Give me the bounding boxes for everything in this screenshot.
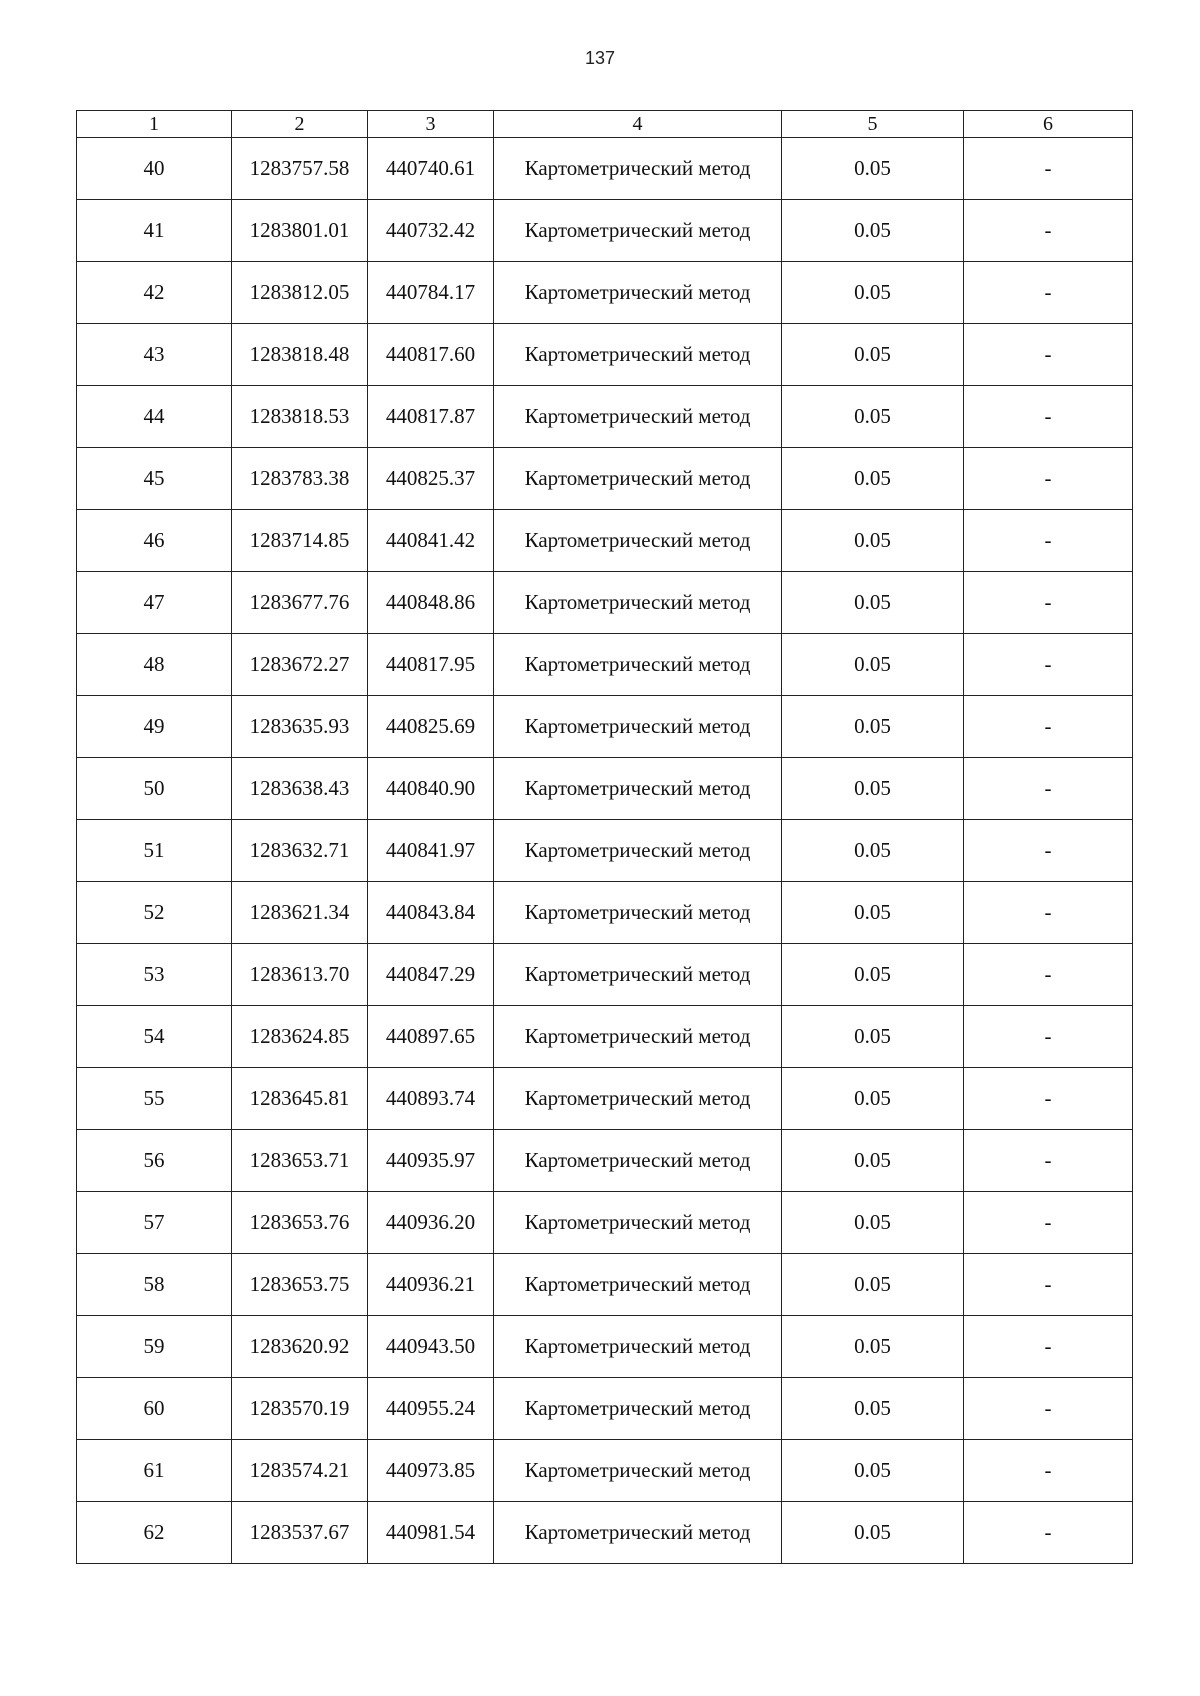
point-number-cell: 44 <box>77 386 232 448</box>
error-cell: 0.05 <box>782 448 964 510</box>
method-cell: Картометрический метод <box>494 262 782 324</box>
error-cell: 0.05 <box>782 820 964 882</box>
error-cell: 0.05 <box>782 572 964 634</box>
method-cell: Картометрический метод <box>494 510 782 572</box>
method-cell: Картометрический метод <box>494 820 782 882</box>
method-cell: Картометрический метод <box>494 572 782 634</box>
table-row <box>77 262 1133 324</box>
point-number-cell: 54 <box>77 1006 232 1068</box>
point-number-cell: 53 <box>77 944 232 1006</box>
point-number-cell: 60 <box>77 1378 232 1440</box>
method-cell: Картометрический метод <box>494 1378 782 1440</box>
method-cell: Картометрический метод <box>494 448 782 510</box>
column-header-2: 2 <box>232 111 368 138</box>
point-number-cell: 57 <box>77 1192 232 1254</box>
error-cell: 0.05 <box>782 1254 964 1316</box>
table-row <box>77 1502 1133 1564</box>
point-number-cell: 43 <box>77 324 232 386</box>
y-coordinate-cell: 440817.87 <box>368 386 494 448</box>
method-cell: Картометрический метод <box>494 1440 782 1502</box>
note-cell: - <box>964 386 1133 448</box>
method-cell: Картометрический метод <box>494 1068 782 1130</box>
point-number-cell: 58 <box>77 1254 232 1316</box>
y-coordinate-cell: 440955.24 <box>368 1378 494 1440</box>
note-cell: - <box>964 138 1133 200</box>
error-cell: 0.05 <box>782 758 964 820</box>
error-cell: 0.05 <box>782 944 964 1006</box>
x-coordinate-cell: 1283653.76 <box>232 1192 368 1254</box>
x-coordinate-cell: 1283714.85 <box>232 510 368 572</box>
error-cell: 0.05 <box>782 1130 964 1192</box>
column-header-3: 3 <box>368 111 494 138</box>
y-coordinate-cell: 440943.50 <box>368 1316 494 1378</box>
table-row <box>77 1316 1133 1378</box>
table-row <box>77 1006 1133 1068</box>
y-coordinate-cell: 440841.42 <box>368 510 494 572</box>
error-cell: 0.05 <box>782 882 964 944</box>
table-body <box>77 138 1133 1564</box>
table-row <box>77 1440 1133 1502</box>
note-cell: - <box>964 1068 1133 1130</box>
y-coordinate-cell: 440981.54 <box>368 1502 494 1564</box>
point-number-cell: 55 <box>77 1068 232 1130</box>
table-row <box>77 1068 1133 1130</box>
y-coordinate-cell: 440936.21 <box>368 1254 494 1316</box>
note-cell: - <box>964 634 1133 696</box>
table-row <box>77 1254 1133 1316</box>
x-coordinate-cell: 1283638.43 <box>232 758 368 820</box>
error-cell: 0.05 <box>782 1006 964 1068</box>
table-row <box>77 882 1133 944</box>
table-row <box>77 324 1133 386</box>
y-coordinate-cell: 440847.29 <box>368 944 494 1006</box>
table-row <box>77 1192 1133 1254</box>
table-row <box>77 758 1133 820</box>
x-coordinate-cell: 1283621.34 <box>232 882 368 944</box>
x-coordinate-cell: 1283818.53 <box>232 386 368 448</box>
method-cell: Картометрический метод <box>494 386 782 448</box>
x-coordinate-cell: 1283624.85 <box>232 1006 368 1068</box>
point-number-cell: 45 <box>77 448 232 510</box>
error-cell: 0.05 <box>782 634 964 696</box>
method-cell: Картометрический метод <box>494 1006 782 1068</box>
table-row <box>77 510 1133 572</box>
y-coordinate-cell: 440784.17 <box>368 262 494 324</box>
method-cell: Картометрический метод <box>494 1130 782 1192</box>
point-number-cell: 50 <box>77 758 232 820</box>
x-coordinate-cell: 1283783.38 <box>232 448 368 510</box>
y-coordinate-cell: 440817.60 <box>368 324 494 386</box>
method-cell: Картометрический метод <box>494 138 782 200</box>
table-row <box>77 386 1133 448</box>
error-cell: 0.05 <box>782 696 964 758</box>
note-cell: - <box>964 572 1133 634</box>
header-row <box>77 111 1133 138</box>
column-header-5: 5 <box>782 111 964 138</box>
error-cell: 0.05 <box>782 1440 964 1502</box>
point-number-cell: 41 <box>77 200 232 262</box>
x-coordinate-cell: 1283653.75 <box>232 1254 368 1316</box>
page-number: 137 <box>584 48 616 68</box>
y-coordinate-cell: 440893.74 <box>368 1068 494 1130</box>
table-row <box>77 448 1133 510</box>
y-coordinate-cell: 440840.90 <box>368 758 494 820</box>
x-coordinate-cell: 1283574.21 <box>232 1440 368 1502</box>
note-cell: - <box>964 758 1133 820</box>
note-cell: - <box>964 1254 1133 1316</box>
method-cell: Картометрический метод <box>494 1192 782 1254</box>
y-coordinate-cell: 440973.85 <box>368 1440 494 1502</box>
x-coordinate-cell: 1283570.19 <box>232 1378 368 1440</box>
table-row <box>77 1378 1133 1440</box>
y-coordinate-cell: 440740.61 <box>368 138 494 200</box>
x-coordinate-cell: 1283632.71 <box>232 820 368 882</box>
x-coordinate-cell: 1283620.92 <box>232 1316 368 1378</box>
error-cell: 0.05 <box>782 386 964 448</box>
point-number-cell: 49 <box>77 696 232 758</box>
method-cell: Картометрический метод <box>494 1316 782 1378</box>
table-row <box>77 1130 1133 1192</box>
y-coordinate-cell: 440848.86 <box>368 572 494 634</box>
y-coordinate-cell: 440817.95 <box>368 634 494 696</box>
x-coordinate-cell: 1283613.70 <box>232 944 368 1006</box>
note-cell: - <box>964 510 1133 572</box>
note-cell: - <box>964 448 1133 510</box>
error-cell: 0.05 <box>782 1378 964 1440</box>
y-coordinate-cell: 440936.20 <box>368 1192 494 1254</box>
note-cell: - <box>964 820 1133 882</box>
x-coordinate-cell: 1283645.81 <box>232 1068 368 1130</box>
table-row <box>77 572 1133 634</box>
point-number-cell: 48 <box>77 634 232 696</box>
note-cell: - <box>964 882 1133 944</box>
method-cell: Картометрический метод <box>494 1254 782 1316</box>
note-cell: - <box>964 1316 1133 1378</box>
point-number-cell: 52 <box>77 882 232 944</box>
y-coordinate-cell: 440732.42 <box>368 200 494 262</box>
y-coordinate-cell: 440935.97 <box>368 1130 494 1192</box>
point-number-cell: 59 <box>77 1316 232 1378</box>
method-cell: Картометрический метод <box>494 944 782 1006</box>
error-cell: 0.05 <box>782 1502 964 1564</box>
error-cell: 0.05 <box>782 1068 964 1130</box>
y-coordinate-cell: 440843.84 <box>368 882 494 944</box>
note-cell: - <box>964 1192 1133 1254</box>
table-row <box>77 696 1133 758</box>
column-header-1: 1 <box>77 111 232 138</box>
y-coordinate-cell: 440841.97 <box>368 820 494 882</box>
x-coordinate-cell: 1283537.67 <box>232 1502 368 1564</box>
point-number-cell: 46 <box>77 510 232 572</box>
point-number-cell: 61 <box>77 1440 232 1502</box>
point-number-cell: 56 <box>77 1130 232 1192</box>
method-cell: Картометрический метод <box>494 882 782 944</box>
x-coordinate-cell: 1283677.76 <box>232 572 368 634</box>
method-cell: Картометрический метод <box>494 1502 782 1564</box>
note-cell: - <box>964 1502 1133 1564</box>
error-cell: 0.05 <box>782 1192 964 1254</box>
table-row <box>77 634 1133 696</box>
column-header-4: 4 <box>494 111 782 138</box>
x-coordinate-cell: 1283653.71 <box>232 1130 368 1192</box>
note-cell: - <box>964 200 1133 262</box>
note-cell: - <box>964 324 1133 386</box>
x-coordinate-cell: 1283757.58 <box>232 138 368 200</box>
point-number-cell: 47 <box>77 572 232 634</box>
y-coordinate-cell: 440897.65 <box>368 1006 494 1068</box>
table-row <box>77 138 1133 200</box>
method-cell: Картометрический метод <box>494 200 782 262</box>
point-number-cell: 62 <box>77 1502 232 1564</box>
point-number-cell: 42 <box>77 262 232 324</box>
column-header-6: 6 <box>964 111 1133 138</box>
error-cell: 0.05 <box>782 262 964 324</box>
note-cell: - <box>964 1440 1133 1502</box>
point-number-cell: 51 <box>77 820 232 882</box>
x-coordinate-cell: 1283801.01 <box>232 200 368 262</box>
error-cell: 0.05 <box>782 200 964 262</box>
x-coordinate-cell: 1283635.93 <box>232 696 368 758</box>
method-cell: Картометрический метод <box>494 758 782 820</box>
x-coordinate-cell: 1283672.27 <box>232 634 368 696</box>
y-coordinate-cell: 440825.69 <box>368 696 494 758</box>
error-cell: 0.05 <box>782 1316 964 1378</box>
note-cell: - <box>964 696 1133 758</box>
method-cell: Картометрический метод <box>494 634 782 696</box>
error-cell: 0.05 <box>782 138 964 200</box>
coordinates-table <box>76 110 1133 1564</box>
note-cell: - <box>964 1378 1133 1440</box>
note-cell: - <box>964 1130 1133 1192</box>
x-coordinate-cell: 1283818.48 <box>232 324 368 386</box>
note-cell: - <box>964 1006 1133 1068</box>
point-number-cell: 40 <box>77 138 232 200</box>
error-cell: 0.05 <box>782 324 964 386</box>
method-cell: Картометрический метод <box>494 696 782 758</box>
method-cell: Картометрический метод <box>494 324 782 386</box>
x-coordinate-cell: 1283812.05 <box>232 262 368 324</box>
note-cell: - <box>964 944 1133 1006</box>
note-cell: - <box>964 262 1133 324</box>
error-cell: 0.05 <box>782 510 964 572</box>
table-row <box>77 200 1133 262</box>
table-row <box>77 944 1133 1006</box>
y-coordinate-cell: 440825.37 <box>368 448 494 510</box>
table-row <box>77 820 1133 882</box>
